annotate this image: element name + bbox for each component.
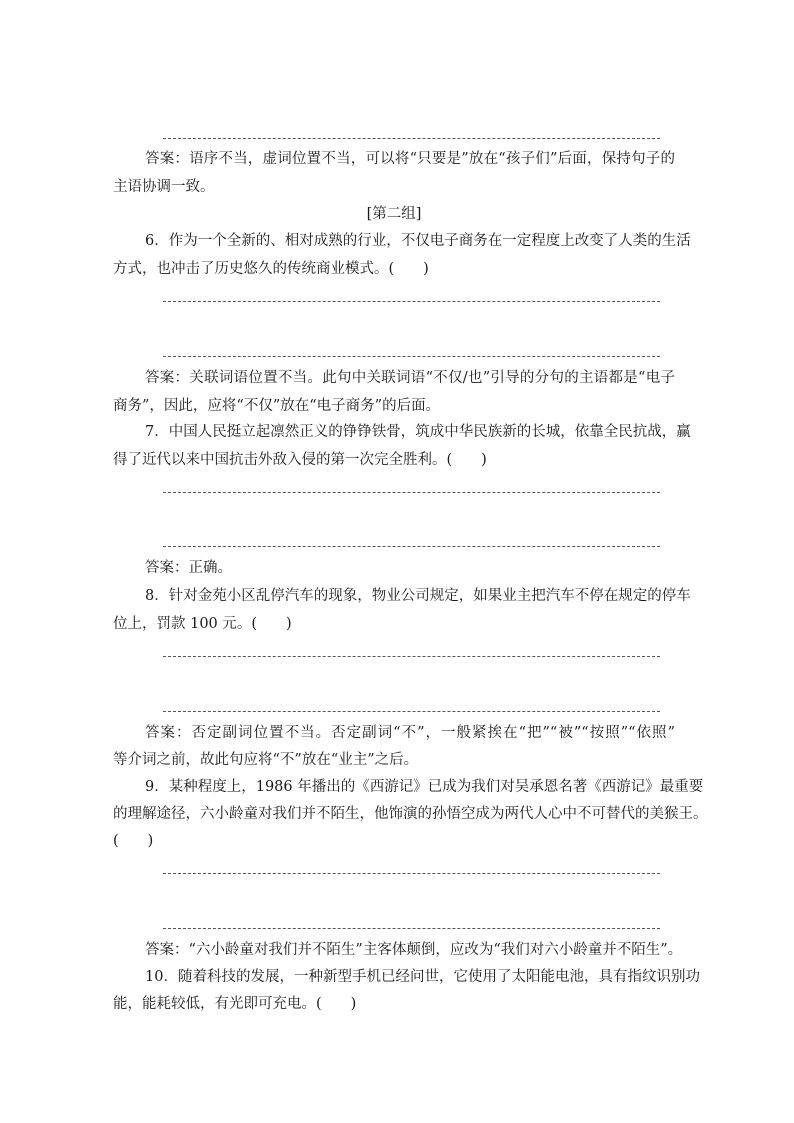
q10-line-1: 10．随着科技的发展，一种新型手机已经问世，它使用了太阳能电池，具有指纹识别功 (145, 969, 700, 985)
answer-blank-line (163, 873, 660, 874)
q6-line-1: 6．作为一个全新的、相对成熟的行业，不仅电子商务在一定程度上改变了人类的生活 (145, 233, 691, 249)
answer-blank-line (163, 492, 660, 493)
q7-line-1: 7．中国人民挺立起凛然正义的铮铮铁骨，筑成中华民族新的长城，依靠全民抗战，赢 (145, 424, 691, 440)
answer-blank-line (163, 301, 660, 302)
answer-blank-line (163, 138, 660, 139)
q5-answer-line-1: 答案：语序不当，虚词位置不当，可以将“只要是”放在“孩子们”后面，保持句子的 (145, 151, 675, 167)
q6-line-2: 方式，也冲击了历史悠久的传统商业模式。( ) (113, 261, 429, 277)
q8-line-1: 8．针对金苑小区乱停汽车的现象，物业公司规定，如果业主把汽车不停在规定的停车 (145, 588, 691, 604)
answer-blank-line (163, 656, 660, 657)
answer-blank-line (163, 928, 660, 929)
q7-answer: 答案：正确。 (145, 560, 232, 576)
q9-line-1: 9．某种程度上，1986 年播出的《西游记》已成为我们对吴承恩名著《西游记》最重要 (145, 779, 704, 795)
q9-line-3: ( ) (113, 833, 154, 849)
q9-line-2: 的理解途径，六小龄童对我们并不陌生，他饰演的孙悟空成为两代人心中不可替代的美猴王。 (113, 806, 708, 822)
answer-blank-line (163, 356, 660, 357)
q7-line-2: 得了近代以来中国抗击外敌入侵的第一次完全胜利。( ) (113, 452, 487, 468)
q5-answer-line-2: 主语协调一致。 (113, 179, 215, 195)
group-heading: [第二组] (366, 206, 422, 222)
q6-answer-line-1: 答案：关联词语位置不当。此句中关联词语“不仅/也”引导的分句的主语都是“电子 (145, 370, 675, 386)
q6-answer-line-2: 商务”，因此，应将“不仅”放在“电子商务”的后面。 (113, 398, 441, 414)
answer-blank-line (163, 711, 660, 712)
answer-blank-line (163, 546, 660, 547)
q9-answer: 答案：“六小龄童对我们并不陌生”主客体颠倒，应改为“我们对六小龄童并不陌生”。 (145, 942, 683, 958)
q8-answer-line-1: 答案：否定副词位置不当。否定副词“不”，一般紧挨在“把”“被”“按照”“依照” (145, 725, 675, 741)
q8-answer-line-2: 等介词之前，故此句应将“不”放在“业主”之后。 (113, 752, 419, 768)
q10-line-2: 能，能耗较低，有光即可充电。( ) (113, 996, 357, 1012)
q8-line-2: 位上，罚款 100 元。( ) (113, 616, 292, 632)
